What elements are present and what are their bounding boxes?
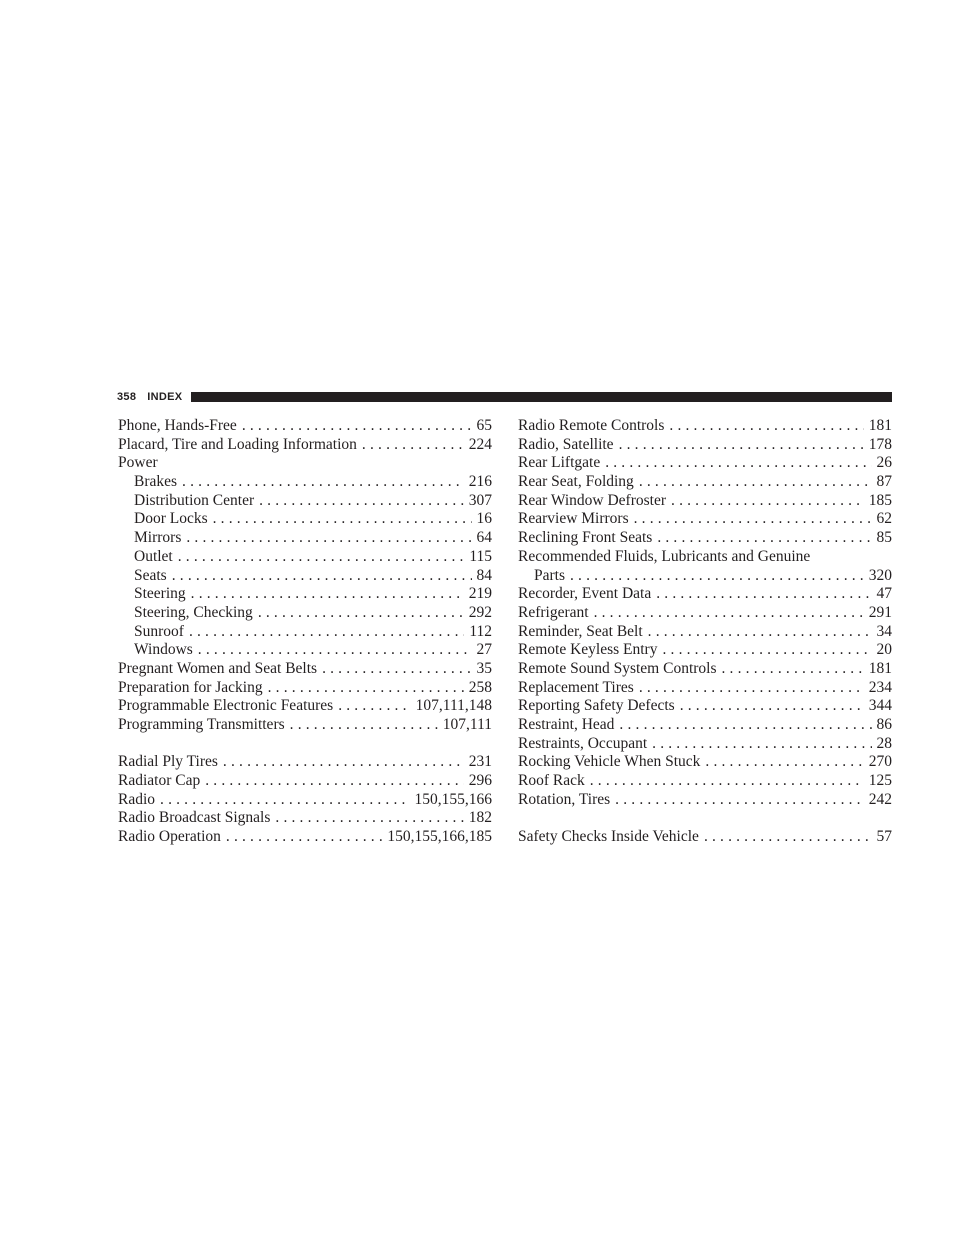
index-entry — [118, 454, 492, 473]
entry-label: Programmable Electronic Features — [118, 697, 334, 715]
dot-leader — [182, 473, 464, 492]
index-entry — [518, 548, 892, 567]
dot-leader — [290, 716, 438, 735]
entry-pages: 178 — [868, 435, 892, 453]
entry-pages: 150,155,166 — [414, 790, 492, 808]
entry-label: Refrigerant — [518, 603, 589, 621]
dot-leader — [657, 529, 871, 548]
entry-label: Radio Broadcast Signals — [118, 809, 271, 827]
entry-label: Seats — [134, 566, 167, 584]
dot-leader — [639, 679, 864, 698]
entry-pages: 35 — [476, 659, 492, 677]
index-entry — [518, 473, 892, 492]
entry-label: Outlet — [134, 547, 173, 565]
index-subentry — [118, 473, 492, 492]
dot-leader — [198, 641, 472, 660]
entry-label: Brakes — [134, 473, 178, 491]
entry-pages: 181 — [868, 659, 892, 677]
index-entry — [118, 417, 492, 436]
index-entry — [518, 510, 892, 529]
entry-pages: 185 — [868, 491, 892, 509]
index-entry — [518, 772, 892, 791]
entry-label: Reclining Front Seats — [518, 529, 653, 547]
dot-leader — [669, 417, 863, 436]
entry-label: Steering — [134, 585, 186, 603]
entry-pages: 26 — [876, 454, 892, 472]
dot-leader — [322, 660, 471, 679]
entry-label: Placard, Tire and Loading Information — [118, 435, 357, 453]
index-entry — [518, 585, 892, 604]
dot-leader — [605, 454, 871, 473]
index-entry — [118, 791, 492, 810]
entry-pages: 86 — [876, 716, 892, 733]
dot-leader — [213, 510, 472, 529]
index-subentry — [118, 567, 492, 586]
index-entry — [518, 660, 892, 679]
entry-label: Radio, Satellite — [518, 435, 614, 453]
index-entry — [518, 679, 892, 698]
index-column-left — [118, 417, 492, 847]
index-entry — [518, 791, 892, 810]
dot-leader — [362, 436, 464, 455]
dot-leader — [722, 660, 864, 679]
dot-leader — [191, 585, 464, 604]
index-entry — [518, 417, 892, 436]
dot-leader — [268, 679, 464, 698]
dot-leader — [242, 417, 472, 436]
entry-label: Phone, Hands-Free — [118, 417, 237, 434]
page-number: 358 — [117, 391, 137, 403]
dot-leader — [619, 436, 864, 455]
entry-pages: 87 — [876, 473, 892, 491]
entry-pages: 57 — [876, 828, 892, 846]
entry-label: Sunroof — [134, 622, 184, 640]
dot-leader — [648, 623, 872, 642]
entry-pages: 115 — [469, 547, 492, 565]
entry-pages: 258 — [468, 678, 492, 696]
entry-label: Parts — [534, 566, 565, 584]
entry-label: Restraints, Occupant — [518, 734, 648, 752]
dot-leader — [160, 791, 409, 810]
entry-label: Radial Ply Tires — [118, 753, 218, 771]
entry-pages: 242 — [868, 790, 892, 808]
entry-pages: 107,111 — [442, 716, 492, 733]
entry-label: Distribution Center — [134, 491, 255, 509]
entry-pages: 216 — [468, 473, 492, 491]
dot-leader — [223, 753, 464, 772]
entry-pages: 62 — [876, 510, 892, 528]
entry-label: Recorder, Event Data — [518, 585, 652, 603]
entry-label: Rear Window Defroster — [518, 491, 667, 509]
entry-pages: 150,155,166,185 — [387, 828, 492, 846]
index-entry — [518, 604, 892, 623]
index-entry — [518, 697, 892, 716]
index-entry — [518, 436, 892, 455]
entry-label: Programming Transmitters — [118, 716, 285, 733]
entry-label: Reporting Safety Defects — [518, 697, 675, 715]
entry-pages: 292 — [468, 603, 492, 621]
entry-pages: 296 — [468, 772, 492, 790]
entry-label: Safety Checks Inside Vehicle — [518, 828, 699, 846]
entry-pages: 181 — [868, 417, 892, 434]
entry-label: Rear Seat, Folding — [518, 473, 634, 491]
entry-label: Rotation, Tires — [518, 790, 611, 808]
index-subentry — [118, 585, 492, 604]
index-entry — [518, 716, 892, 735]
entry-label: Windows — [134, 641, 193, 659]
entry-label: Preparation for Jacking — [118, 678, 263, 696]
entry-label: Rearview Mirrors — [518, 510, 629, 528]
dot-leader — [680, 697, 864, 716]
dot-leader — [189, 623, 464, 642]
entry-pages: 219 — [468, 585, 492, 603]
index-entry — [118, 809, 492, 828]
index-entry — [118, 697, 492, 716]
entry-pages: 34 — [876, 622, 892, 640]
dot-leader — [662, 641, 871, 660]
index-entry — [118, 679, 492, 698]
entry-pages: 85 — [876, 529, 892, 547]
dot-leader — [615, 791, 864, 810]
entry-pages: 344 — [868, 697, 892, 715]
entry-pages: 112 — [469, 622, 492, 640]
entry-label: Remote Sound System Controls — [518, 659, 717, 677]
entry-label: Pregnant Women and Seat Belts — [118, 659, 318, 677]
index-entry — [118, 772, 492, 791]
index-entry — [118, 716, 492, 735]
index-subentry — [118, 529, 492, 548]
entry-label: Replacement Tires — [518, 678, 634, 696]
entry-pages: 107,111,148 — [415, 697, 492, 715]
entry-pages: 27 — [476, 641, 492, 659]
dot-leader — [275, 809, 463, 828]
index-entry — [518, 735, 892, 754]
index-entry — [518, 623, 892, 642]
dot-leader — [639, 473, 872, 492]
index-entry — [118, 828, 492, 847]
entry-pages: 47 — [876, 585, 892, 603]
entry-pages: 224 — [468, 435, 492, 453]
entry-label: Radio Remote Controls — [518, 417, 665, 434]
entry-label: Reminder, Seat Belt — [518, 622, 643, 640]
dot-leader — [259, 492, 464, 511]
dot-leader — [226, 828, 382, 847]
index-spacer — [518, 809, 892, 828]
entry-label: Recommended Fluids, Lubricants and Genuine — [518, 547, 811, 565]
dot-leader — [705, 753, 863, 772]
index-entry — [518, 828, 892, 847]
index-spacer — [118, 735, 492, 754]
dot-leader — [652, 735, 871, 754]
dot-leader — [634, 510, 872, 529]
index-entry — [118, 753, 492, 772]
entry-pages: 270 — [868, 753, 892, 771]
index-subentry — [518, 567, 892, 586]
entry-pages: 84 — [476, 566, 492, 584]
index-entry — [118, 660, 492, 679]
dot-leader — [205, 772, 464, 791]
entry-pages: 125 — [868, 772, 892, 790]
entry-pages: 65 — [476, 417, 492, 434]
entry-pages: 182 — [468, 809, 492, 827]
entry-pages: 320 — [868, 566, 892, 584]
header-rule — [191, 392, 892, 402]
entry-label: Mirrors — [134, 529, 182, 547]
dot-leader — [338, 697, 410, 716]
index-entry — [518, 454, 892, 473]
entry-pages: 28 — [876, 734, 892, 752]
entry-pages: 20 — [876, 641, 892, 659]
entry-pages: 231 — [468, 753, 492, 771]
index-entry — [518, 641, 892, 660]
entry-label: Remote Keyless Entry — [518, 641, 658, 659]
index-entry — [118, 436, 492, 455]
index-entry — [518, 492, 892, 511]
index-entry — [518, 529, 892, 548]
entry-label: Roof Rack — [518, 772, 585, 790]
index-subentry — [118, 641, 492, 660]
entry-label: Radio Operation — [118, 828, 221, 846]
index-entry — [518, 753, 892, 772]
index-subentry — [118, 492, 492, 511]
index-subentry — [118, 623, 492, 642]
dot-leader — [619, 716, 871, 735]
page-header — [117, 390, 892, 404]
dot-leader — [178, 548, 465, 567]
entry-label: Power — [118, 454, 158, 472]
dot-leader — [594, 604, 864, 623]
dot-leader — [172, 567, 472, 586]
entry-pages: 307 — [468, 491, 492, 509]
index-subentry — [118, 548, 492, 567]
dot-leader — [704, 828, 872, 847]
dot-leader — [570, 567, 864, 586]
dot-leader — [671, 492, 864, 511]
entry-label: Radiator Cap — [118, 772, 201, 790]
entry-pages: 234 — [868, 678, 892, 696]
section-title: INDEX — [147, 391, 183, 403]
entry-label: Rear Liftgate — [518, 454, 601, 472]
entry-pages: 16 — [476, 510, 492, 528]
index-column-right — [518, 417, 892, 847]
entry-pages: 64 — [476, 529, 492, 547]
dot-leader — [656, 585, 871, 604]
entry-label: Door Locks — [134, 510, 208, 528]
dot-leader — [590, 772, 864, 791]
entry-label: Steering, Checking — [134, 603, 253, 621]
entry-label: Rocking Vehicle When Stuck — [518, 753, 701, 771]
index-subentry — [118, 510, 492, 529]
entry-pages: 291 — [868, 603, 892, 621]
dot-leader — [186, 529, 471, 548]
index-subentry — [118, 604, 492, 623]
entry-label: Radio — [118, 790, 156, 808]
entry-label: Restraint, Head — [518, 716, 615, 733]
dot-leader — [258, 604, 464, 623]
